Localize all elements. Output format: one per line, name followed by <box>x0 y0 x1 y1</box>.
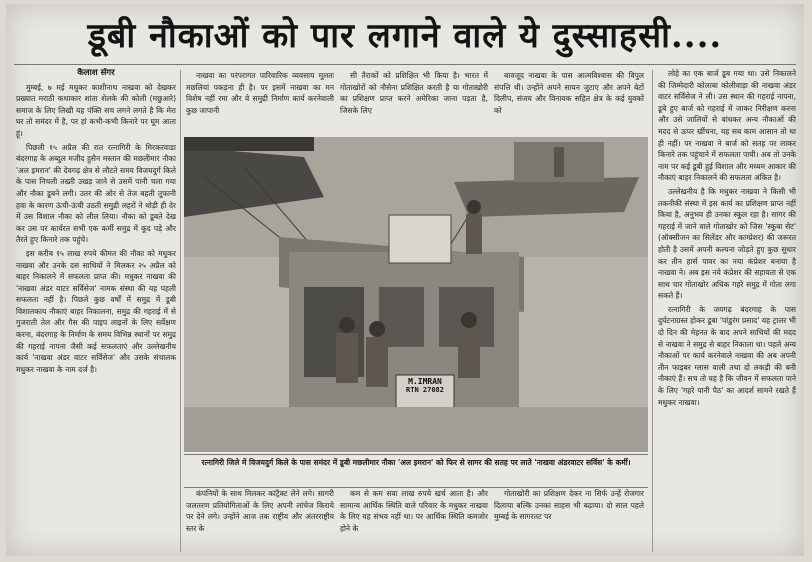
news-photo <box>184 137 648 452</box>
column-1 <box>16 68 176 552</box>
paragraph: कंपनियों के साथ मिलकर कांट्रैक्ट लेने लगे। सागरी जलतरण प्रतियोगिताओं के लिए अपनी लांचेज किराये पर देने लगे। उन्होंने आज तक राष्ट्रीय और अंतरराष्ट्रीय स्तर के <box>186 489 334 533</box>
paragraph: सी तैराकों को प्रशिक्षित भी किया है। भारत में गोताखोरों को नौसेना प्रशिक्षित करती है या गोताखोरी का प्रशिक्षण प्राप्त करने अमेरिका जाना पड़ता है, जिसके लिए <box>340 71 488 115</box>
paragraph: गोताखोरी का प्रशिक्षण देकर ना सिर्फ उन्हें रोजगार दिलाया बल्कि उनका साहस भी बढ़ाया। दो साल पहले मुम्बई के सागरतट पर <box>494 489 644 522</box>
paragraph: इस करीब १५ लाख रुपये कीमत की नौका को मधुकर नाखवा और उनके दस साथियों ने मिलकर २५ अप्रैल को बाहर निकालने में सफलता प्राप्त की। मधुकर नाखवा की 'नाखवा अंडर वाटर सर्विसेज' नामक संस्था की यह पहली सफलता नहीं है। पिछले कुछ वर्षों में समुद्र में डूबी विशालकाय नौकाएं बाहर निकालना, समुद्र की गहराई में से गुजराती तेल और गैस की पाइप लाइनों के लिए सर्वेक्षण करना, बंदरगाह के निर्माण के समय विभिन्न स्थानों पर समुद्र की गहराई नापना जैसी कई सफलताएं और उल्लेखनीय कार्य 'नाखवा अंडर वाटर सर्विसेज' और उसके संचालक मधुकर नाखवा के नाम दर्ज है। <box>16 248 176 374</box>
column-4-top <box>494 70 644 130</box>
boat-name-plate <box>398 377 452 394</box>
paragraph: पिछली १५ अप्रैल की रात रत्नागिरी के मिरकरवाडा बंदरगाह के अब्दुल मजीद हुसैन मस्तान की मछलीमार नौका 'अल इमरान' की देवगढ़ क्षेत्र से लौटते समय विजयदुर्ग किले के पास निचली तख्ती उखड़ जाने से उसमें पानी चला गया और नौका डूबने लगी। उतर की ओर से तेज बहती तूफानी हवा के कारण ऊंची-ऊंची उठती समुद्री लहरों ने थोड़ी ही देर में उस विशाल नौका को लील लिया। नौका को डूबते देख कर उस पर कार्यरत सभी एक कर्मी समुद्र में कूद पड़े और तैरते हुए किनारे तक पहुंचे। <box>16 142 176 245</box>
paragraph: मुम्बई, ७ मई मधुकर काशीनाथ नाखवा को देखकर प्रख्यात मराठी कथाकार शांता शेलके की कोली (मछुआरे) समाज के लिए लिखी यह पंक्ति सच लगने लगते है कि मेरा घर तो समंदर में है, पर हां कभी-कभी किनारे पर घूम आता हूं। <box>16 82 176 138</box>
column-4-bottom <box>494 488 644 552</box>
column-5 <box>658 68 796 552</box>
column-3-top <box>340 70 488 130</box>
column-divider <box>180 70 181 552</box>
paragraph: कम से कम सवा लाख रुपये खर्च आता है। और सामान्य आर्थिक स्थिति वाले परिवार के मधुकर नाखवा के लिए यह संभव नहीं था। पर आर्थिक स्थिति कमजोर होने के <box>340 489 488 533</box>
byline: कैलाश सेंगर <box>77 68 115 78</box>
headline-rule <box>14 64 796 65</box>
paragraph: रत्नागिरी के जयगढ़ बंदरगाह के पास दुर्घटनाग्रस्त होकर डूबा 'पांडुरंग प्रसाद' यह ट्रालर भी दो दिन की मेहनत के बाद अपने साथियों की मदद से नाखवा ने समुद्र से बाहर निकाला था। पहले अन्य नौकाओं पर कार्य करनेवाले नाखवा की अब अपनी तीन फाइबर ग्लास वाली तथा दो लकड़ी की बनी नौकाएं हैं। सच तो यह है कि जीवन में सफलता पाने के लिए 'गहरे पानी पैठ' का आदर्श सामने रखते हैं मधुकर नाखवा। <box>658 304 796 407</box>
photo-illustration <box>184 137 648 452</box>
boat-name: M.IMRAN <box>408 377 442 386</box>
headline: डूबी नौकाओं को पार लगाने वाले ये दुस्साहसी.... <box>87 16 723 56</box>
paragraph: नाखवा का परंपरागत पारिवारिक व्यवसाय मूलतः मछलियां पकड़ना ही है। पर इसमें नाखवा का मन विशेष नहीं रमा और वे समुद्री निर्माण कार्य करनेवाली कुछ जापानी <box>186 71 334 115</box>
column-2-bottom <box>186 488 334 552</box>
paragraph: उल्लेखनीय है कि मधुकर नाखवा ने किसी भी तकनीकी संस्था में इस कार्य का प्रशिक्षण प्राप्त नहीं किया है, अनुभव ही उनका स्कूल रहा है। सागर की गहराई में जाने वाले गोताखोर को जिस 'स्कूबा सेट' (ऑक्सीजन का सिलेंडर और काम्प्रेशर) की जरूरत होती है उसमें अपनी कल्पना जोड़ते हुए कुछ सुधार कर तीन हार्स पावर का नया कंप्रेशर बनाया है नाखवा ने। अब इस नये कंप्रेशर की सहायता से एक साथ चार गोताखोर अधिक गहरे समुद्र में गोता लगा सकते हैं। <box>658 186 796 301</box>
column-2-top <box>186 70 334 130</box>
newspaper-clipping <box>6 4 804 556</box>
paragraph: बावजूद नाखवा के पास आत्मविश्वास की विपुल संपत्ति थी। उन्होंने अपने सायन जुटाए और अपने बेटों दिलीप, संजय और विनायक सहित क्षेत्र के कई युवकों को <box>494 71 644 115</box>
column-3-bottom <box>340 488 488 552</box>
photo-caption: रत्नागिरी जिले में विजयदुर्ग किले के पास समंदर में डूबी मछलीमार नौका 'अल इमरान' को फिर से सागर की सतह पर लाते 'नाखवा अंडरवाटर सर्विस' के कर्मी। <box>184 454 648 488</box>
column-divider <box>652 70 653 552</box>
paragraph: लोहे का एक बार्ज डूब गया था। उसे निकालने की जिम्मेदारी कोलाबा कोलीवाड़ा की नाखवा अंडर वाटर सर्विसेज ने ली। उस स्थान की गहराई नापना, डूबे हुए बार्ज को गहराई में जाकर निरीक्षण करना और उसे जालियों से बांधकर अन्य नौकाओं की मदद से ऊपर खींचना, यह सब काम आसान तो था ही नहीं। पर नाखवा ने बार्ज को सतह पर लाकर किनारे तक पहुंचाने में सफलता पायी। अब तो उनके नाम पर कई डूबी हुई विशाल और मध्यम आकार की नौकाएं बाहर निकालने की सफलता अंकित है। <box>658 69 796 183</box>
boat-registration: RTN 27082 <box>406 386 444 394</box>
